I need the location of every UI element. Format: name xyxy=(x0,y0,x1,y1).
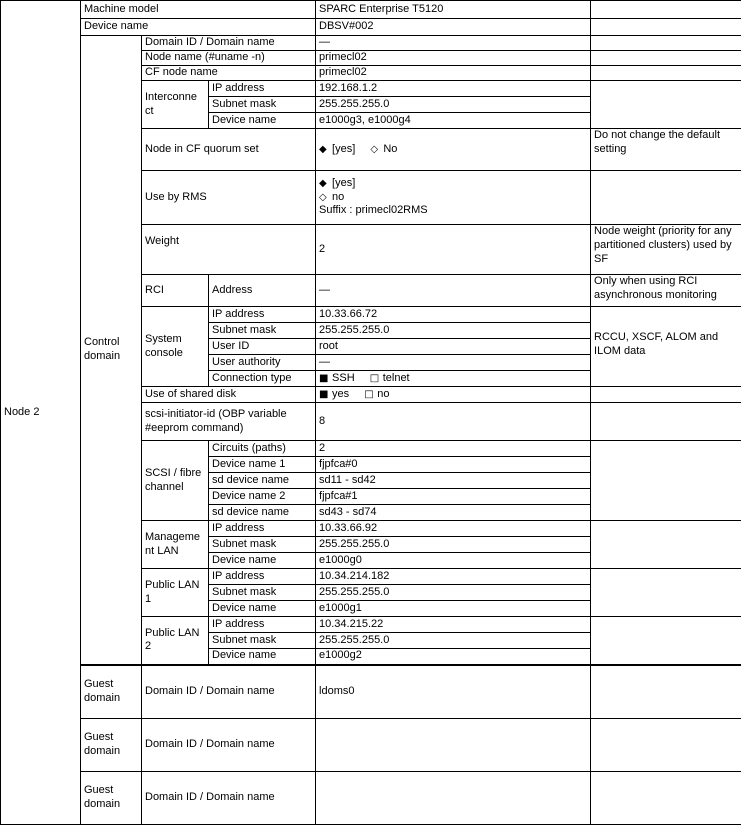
machine-model-note xyxy=(591,1,741,19)
scsi-initiator-value: 8 xyxy=(316,403,591,441)
console-user-id-label: User ID xyxy=(209,339,316,355)
public-lan-2-ip-value: 10.34.215.22 xyxy=(316,617,591,633)
shared-disk-yes-option: ■ yes xyxy=(319,387,350,400)
scsi-initiator-label: scsi-initiator-id (OBP variable #eeprom command) xyxy=(142,403,316,441)
device-name-2-value: fjpfca#1 xyxy=(316,489,591,505)
empty-square-icon: □ xyxy=(369,372,380,384)
public-lan-1-ip-value: 10.34.214.182 xyxy=(316,569,591,585)
interconnect-device-label: Device name xyxy=(209,113,316,129)
filled-diamond-icon: ◆ xyxy=(319,177,327,189)
management-lan-label: Manageme nt LAN xyxy=(142,521,209,569)
rms-no-option: ◇ no xyxy=(319,190,345,203)
shared-disk-options xyxy=(316,387,591,403)
public-lan-1-label: Public LAN 1 xyxy=(142,569,209,617)
shared-disk-no-option: □ no xyxy=(364,387,390,400)
cf-quorum-no-option: ◇ No xyxy=(370,142,398,155)
rci-address-value: — xyxy=(316,275,591,307)
device-name-label: Device name xyxy=(81,19,316,36)
public-lan-2-label: Public LAN 2 xyxy=(142,617,209,665)
public-lan-1-subnet-label: Subnet mask xyxy=(209,585,316,601)
console-user-authority-label: User authority xyxy=(209,355,316,371)
system-console-note: RCCU, XSCF, ALOM and ILOM data xyxy=(591,307,741,387)
empty-diamond-icon: ◇ xyxy=(370,143,379,155)
guest-domain-3-note xyxy=(591,772,741,825)
guest-domain-1-field: Domain ID / Domain name xyxy=(142,665,316,719)
mgmt-device-value: e1000g0 xyxy=(316,553,591,569)
node-label: Node 2 xyxy=(1,1,81,825)
domain-id-label: Domain ID / Domain name xyxy=(142,36,316,51)
ssh-option: ■ SSH xyxy=(319,371,355,384)
cf-node-name-note xyxy=(591,66,741,81)
weight-value: 2 xyxy=(316,225,591,275)
rms-note xyxy=(591,171,741,225)
rms-options xyxy=(316,171,591,225)
interconnect-ip-label: IP address xyxy=(209,81,316,97)
public-lan-2-subnet-value: 255.255.255.0 xyxy=(316,633,591,649)
circuits-value: 2 xyxy=(316,441,591,457)
rci-label: RCI xyxy=(142,275,209,307)
cf-quorum-options xyxy=(316,129,591,171)
node-name-label: Node name (#uname -n) xyxy=(142,51,316,66)
sd-device-name-2-value: sd43 - sd74 xyxy=(316,505,591,521)
sd-device-name-2-label: sd device name xyxy=(209,505,316,521)
filled-square-icon: ■ xyxy=(319,372,329,384)
console-connection-type-label: Connection type xyxy=(209,371,316,387)
rms-label: Use by RMS xyxy=(142,171,316,225)
telnet-option: □ telnet xyxy=(369,371,410,384)
device-name-value: DBSV#002 xyxy=(316,19,591,36)
control-domain-label: Control domain xyxy=(81,36,142,665)
interconnect-subnet-value: 255.255.255.0 xyxy=(316,97,591,113)
filled-square-icon: ■ xyxy=(319,388,329,400)
interconnect-label: Interconne ct xyxy=(142,81,209,129)
shared-disk-label: Use of shared disk xyxy=(142,387,316,403)
interconnect-ip-value: 192.168.1.2 xyxy=(316,81,591,97)
sd-device-name-1-label: sd device name xyxy=(209,473,316,489)
public-lan-2-subnet-label: Subnet mask xyxy=(209,633,316,649)
cf-quorum-label: Node in CF quorum set xyxy=(142,129,316,171)
device-name-1-label: Device name 1 xyxy=(209,457,316,473)
machine-model-label: Machine model xyxy=(81,1,316,19)
scsi-fibre-label: SCSI / fibre channel xyxy=(142,441,209,521)
sd-device-name-1-value: sd11 - sd42 xyxy=(316,473,591,489)
cf-quorum-yes-option: ◆ [yes] xyxy=(319,142,356,155)
device-name-2-label: Device name 2 xyxy=(209,489,316,505)
node-name-value: primecl02 xyxy=(316,51,591,66)
rci-note: Only when using RCI asynchronous monitoring xyxy=(591,275,741,307)
device-name-note xyxy=(591,19,741,36)
guest-domain-2-value xyxy=(316,719,591,772)
guest-domain-1-label: Guest domain xyxy=(81,665,142,719)
console-subnet-value: 255.255.255.0 xyxy=(316,323,591,339)
guest-domain-2-note xyxy=(591,719,741,772)
interconnect-subnet-label: Subnet mask xyxy=(209,97,316,113)
rci-address-label: Address xyxy=(209,275,316,307)
rms-suffix: Suffix : primecl02RMS xyxy=(319,204,428,217)
interconnect-note xyxy=(591,81,741,129)
device-name-1-value: fjpfca#0 xyxy=(316,457,591,473)
filled-diamond-icon: ◆ xyxy=(319,143,327,155)
public-lan-2-ip-label: IP address xyxy=(209,617,316,633)
domain-id-note xyxy=(591,36,741,51)
public-lan-1-ip-label: IP address xyxy=(209,569,316,585)
public-lan-1-note xyxy=(591,569,741,617)
rms-yes-option: ◆ [yes] xyxy=(319,176,356,189)
empty-diamond-icon: ◇ xyxy=(319,191,327,203)
weight-label: Weight xyxy=(142,225,316,275)
console-user-id-value: root xyxy=(316,339,591,355)
weight-note: Node weight (priority for any partitioned clusters) used by SF xyxy=(591,225,741,275)
guest-domain-3-field: Domain ID / Domain name xyxy=(142,772,316,825)
circuits-label: Circuits (paths) xyxy=(209,441,316,457)
management-lan-note xyxy=(591,521,741,569)
public-lan-1-device-value: e1000g1 xyxy=(316,601,591,617)
mgmt-subnet-value: 255.255.255.0 xyxy=(316,537,591,553)
shared-disk-note xyxy=(591,387,741,403)
cf-quorum-note: Do not change the default setting xyxy=(591,129,741,171)
scsi-fibre-note xyxy=(591,441,741,521)
public-lan-2-device-value: e1000g2 xyxy=(316,649,591,665)
public-lan-2-device-label: Device name xyxy=(209,649,316,665)
cf-node-name-value: primecl02 xyxy=(316,66,591,81)
cf-node-name-label: CF node name xyxy=(142,66,316,81)
public-lan-1-subnet-value: 255.255.255.0 xyxy=(316,585,591,601)
mgmt-device-label: Device name xyxy=(209,553,316,569)
console-subnet-label: Subnet mask xyxy=(209,323,316,339)
system-console-label: System console xyxy=(142,307,209,387)
empty-square-icon: □ xyxy=(364,388,374,400)
guest-domain-3-label: Guest domain xyxy=(81,772,142,825)
mgmt-subnet-label: Subnet mask xyxy=(209,537,316,553)
console-ip-label: IP address xyxy=(209,307,316,323)
guest-domain-2-label: Guest domain xyxy=(81,719,142,772)
public-lan-1-device-label: Device name xyxy=(209,601,316,617)
console-user-authority-value: — xyxy=(316,355,591,371)
node-name-note xyxy=(591,51,741,66)
interconnect-device-value: e1000g3, e1000g4 xyxy=(316,113,591,129)
console-connection-type-options xyxy=(316,371,591,387)
guest-domain-1-note xyxy=(591,665,741,719)
guest-domain-2-field: Domain ID / Domain name xyxy=(142,719,316,772)
mgmt-ip-value: 10.33.66.92 xyxy=(316,521,591,537)
guest-domain-3-value xyxy=(316,772,591,825)
machine-model-value: SPARC Enterprise T5120 xyxy=(316,1,591,19)
public-lan-2-note xyxy=(591,617,741,665)
guest-domain-1-value: ldoms0 xyxy=(316,665,591,719)
mgmt-ip-label: IP address xyxy=(209,521,316,537)
scsi-initiator-note xyxy=(591,403,741,441)
console-ip-value: 10.33.66.72 xyxy=(316,307,591,323)
domain-id-value: — xyxy=(316,36,591,51)
